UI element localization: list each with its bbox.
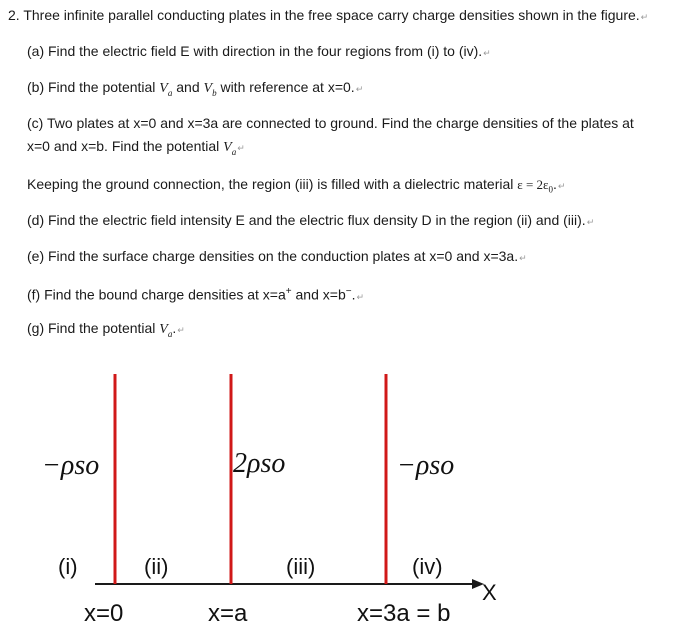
return-mark: ↵ xyxy=(356,291,365,302)
charge-label-plate1: −ρso xyxy=(42,450,100,481)
period: . xyxy=(351,286,356,303)
var-va: $V_a$ xyxy=(159,322,173,339)
return-mark: ↵ xyxy=(586,217,595,227)
epsilon-expression: $\varepsilon = 2\varepsilon_0$ xyxy=(517,177,554,195)
question-e-text: (e) Find the surface charge densities on the conduction plates at x=0 and x=3a. xyxy=(27,248,519,264)
var-va: $V_a$ xyxy=(159,81,173,98)
return-mark: ↵ xyxy=(640,12,649,22)
superscript-plus: + xyxy=(285,286,292,297)
question-a-text: (a) Find the electric field E with direction in the four regions from (i) to (iv). xyxy=(27,43,483,59)
position-label-xa: x=a xyxy=(208,600,248,627)
question-f-text: (f) Find the bound charge densities at x=a xyxy=(27,286,286,303)
return-mark: ↵ xyxy=(355,84,364,94)
question-c-text: (c) Two plates at x=0 and x=3a are connected to ground. Find the charge densities of the plates at xyxy=(27,115,634,131)
region-label-i: (i) xyxy=(58,554,78,579)
return-mark: ↵ xyxy=(483,48,491,58)
question-c-text2: x=0 and x=b. Find the potential xyxy=(27,138,220,154)
region-label-iii: (iii) xyxy=(286,554,316,579)
period: . xyxy=(172,320,177,336)
axis-label: X xyxy=(482,580,497,605)
charge-label-plate3: −ρso xyxy=(397,450,455,481)
superscript-minus: − xyxy=(345,286,352,297)
return-mark: ↵ xyxy=(557,181,566,191)
region-label-ii: (ii) xyxy=(144,554,169,579)
period: . xyxy=(553,176,557,192)
question-d-text: (d) Find the electric field intensity E and the electric flux density D in the region (ii) and (iii). xyxy=(27,212,586,228)
question-b-text: (b) Find the potential xyxy=(27,79,156,95)
return-mark: ↵ xyxy=(519,253,527,263)
region-label-iv: (iv) xyxy=(412,554,443,579)
position-label-x0: x=0 xyxy=(84,600,124,627)
return-mark: ↵ xyxy=(237,143,245,153)
var-vb: $V_b$ xyxy=(203,81,217,98)
position-label-x3a: x=3a = b xyxy=(357,600,451,627)
question-b-tail: with reference at x=0. xyxy=(220,79,355,95)
intro-text: 2. Three infinite parallel conducting plates in the free space carry charge densities shown in the figure. xyxy=(8,7,640,23)
charge-label-plate2: 2ρso xyxy=(233,448,286,479)
return-mark: ↵ xyxy=(177,325,185,335)
var-va: $V_a$ xyxy=(223,140,237,157)
and-word: and xyxy=(176,79,200,95)
dielectric-note-text: Keeping the ground connection, the region (iii) is filled with a dielectric material xyxy=(27,176,514,192)
question-f-mid: and x=b xyxy=(291,286,346,303)
question-g-text: (g) Find the potential xyxy=(27,320,156,336)
